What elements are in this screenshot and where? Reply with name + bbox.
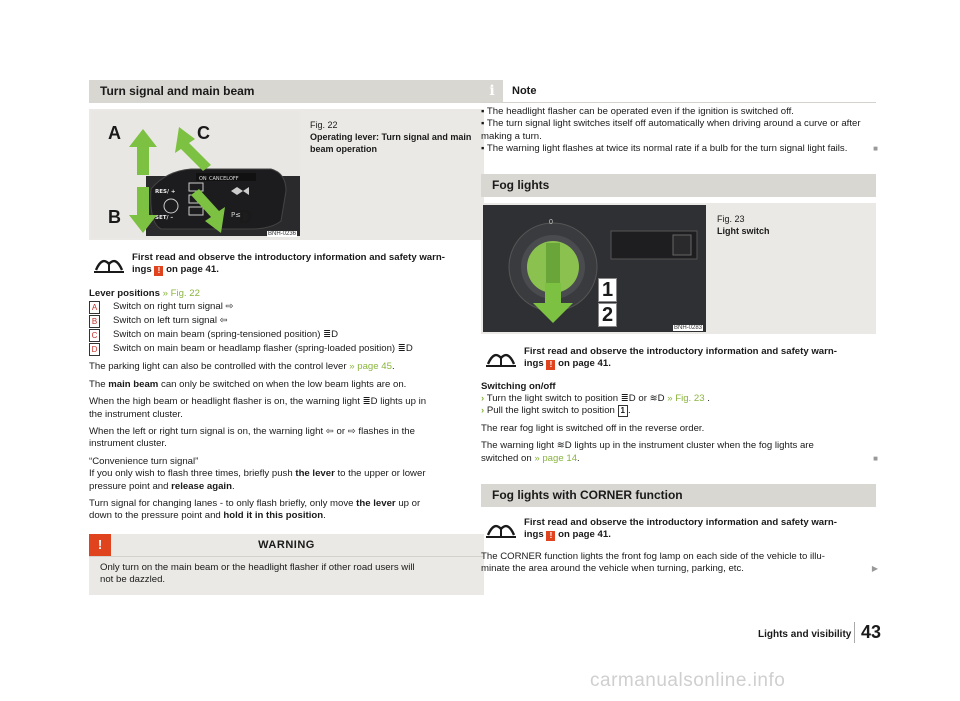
left-turn-icon: ⇦ xyxy=(325,426,334,438)
convenience-paragraph: “Convenience turn signal” If you only wish to flash three times, briefly push the lever to the upper or lower pressure point and release again. xyxy=(89,455,426,492)
corner-paragraph: The CORNER function lights the front fog lamp on each side of the vehicle to illu- minate the area around the vehicle when turning, parking, etc. ▶ xyxy=(481,551,878,575)
parking-light-paragraph: The parking light can also be controlled with the control lever » page 45. xyxy=(89,361,395,373)
book-icon xyxy=(486,346,516,368)
turn-signal-paragraph: When the left or right turn signal is on, the warning light ⇦ or ⇨ flashes in the instrument cluster. xyxy=(89,426,415,450)
read-first-line2: ings ! on page 41. xyxy=(132,264,219,275)
section-title-fog: Fog lights xyxy=(481,174,876,197)
figure-23-caption: Fig. 23 Light switch xyxy=(717,213,770,236)
figure-22-caption xyxy=(310,119,480,155)
left-turn-icon: ⇦ xyxy=(219,315,228,327)
switching-steps xyxy=(481,393,876,418)
right-turn-icon: ⇨ xyxy=(347,426,356,438)
figure-23-image xyxy=(483,205,706,332)
list-item: ▪ The headlight flasher can be operated even if the ignition is switched off. xyxy=(481,106,794,117)
key-b: B xyxy=(89,315,100,328)
warning-mark-icon: ! xyxy=(154,266,163,276)
low-beam-icon: ≣D xyxy=(620,393,636,405)
page-number: 43 xyxy=(854,622,881,643)
figure-22-box xyxy=(89,109,484,240)
main-beam-paragraph: The main beam can only be switched on when the low beam lights are on. xyxy=(89,378,407,390)
list-item: › Pull the light switch to position 1 . xyxy=(481,405,631,417)
list-item: ▪ The turn signal light switches itself off automatically when driving around a curve or after making a turn. xyxy=(481,118,861,142)
label-b: B xyxy=(108,207,121,227)
label-d: D xyxy=(239,207,252,227)
right-turn-icon: ⇨ xyxy=(225,301,234,313)
warning-icon: ! xyxy=(89,534,111,556)
end-mark-icon: ■ xyxy=(873,144,878,154)
figure-23-box xyxy=(481,203,876,334)
label-a: A xyxy=(108,123,121,143)
main-beam-icon: ≣D xyxy=(323,329,339,341)
read-first-line1: First read and observe the introductory information and safety warn- xyxy=(132,252,445,263)
switch-zero: 0 xyxy=(549,218,553,226)
lever-off-text: OFF xyxy=(229,176,239,182)
page14-link[interactable]: » page 14 xyxy=(534,452,578,464)
right-column xyxy=(481,80,876,576)
fig23-link[interactable]: » Fig. 23 xyxy=(667,393,705,405)
list-item: C Switch on main beam (spring-tensioned position) ≣D xyxy=(89,328,484,342)
list-item: B Switch on left turn signal ⇦ xyxy=(89,314,484,328)
continue-icon: ▶ xyxy=(871,564,878,574)
label-1: 1 xyxy=(598,278,617,302)
read-first-notice: First read and observe the introductory information and safety warn- ings ! on page 41. xyxy=(481,517,876,541)
high-beam-paragraph: When the high beam or headlight flasher is on, the warning light ≣D lights up in the instrument cluster. xyxy=(89,396,427,420)
read-first-notice xyxy=(89,252,484,276)
figure-number: Fig. 22 xyxy=(310,120,338,130)
page45-link[interactable]: » page 45 xyxy=(349,361,392,373)
list-item: ▪ The warning light flashes at twice its normal rate if a bulb for the turn signal light fails. ■ xyxy=(481,143,878,155)
fog-light-icon: ≋D xyxy=(556,440,572,452)
end-mark-icon: ■ xyxy=(873,453,878,463)
lever-positions-list xyxy=(89,300,484,356)
svg-text:P≤: P≤ xyxy=(231,211,242,219)
list-item: A Switch on right turn signal ⇨ xyxy=(89,300,484,314)
light-switch-illustration xyxy=(483,205,706,332)
fog-light-icon: ≋D xyxy=(649,393,665,405)
warning-mark-icon: ! xyxy=(546,531,555,541)
warning-box xyxy=(89,534,484,595)
fig22-link[interactable]: » Fig. 22 xyxy=(162,288,200,299)
list-item: D Switch on main beam or headlamp flasher (spring-loaded position) ≣D xyxy=(89,342,484,356)
lever-set-text: SET/ – xyxy=(155,215,174,221)
info-icon: i xyxy=(481,80,503,102)
list-item: › Turn the light switch to position ≣D or ≋D » Fig. 23 . xyxy=(481,393,710,405)
book-icon xyxy=(94,252,124,274)
watermark: carmanualsonline.info xyxy=(590,670,786,691)
figure-22-image xyxy=(91,111,300,238)
lever-positions-heading: Lever positions » Fig. 22 xyxy=(89,288,200,299)
lane-change-paragraph: Turn signal for changing lanes - to only flash briefly, only move the lever up or down to the pressure point and hold it in this position. xyxy=(89,498,421,522)
figure-code: BNH-0236 xyxy=(267,231,296,237)
lever-res-text: RES/ + xyxy=(155,189,176,195)
fog-warning-paragraph: The warning light ≋D lights up in the instrument cluster when the fog lights are switched on » page 14. ■ xyxy=(481,440,878,464)
lever-cancel-text: CANCEL xyxy=(209,176,230,182)
lever-on-text: ON xyxy=(199,176,207,182)
figure-code: BNH-0283 xyxy=(673,324,702,331)
note-header xyxy=(481,80,876,102)
section-title-turn-signal: Turn signal and main beam xyxy=(89,80,484,103)
label-2: 2 xyxy=(598,303,617,327)
section-title-corner: Fog lights with CORNER function xyxy=(481,484,876,507)
left-column xyxy=(89,80,484,595)
key-1: 1 xyxy=(618,405,628,417)
warning-title: WARNING xyxy=(89,534,484,557)
warning-mark-icon: ! xyxy=(546,360,555,370)
note-list xyxy=(481,102,876,156)
key-a: A xyxy=(89,301,100,314)
rear-fog-paragraph: The rear fog light is switched off in the reverse order. xyxy=(481,422,705,434)
label-c: C xyxy=(197,123,210,143)
main-beam-icon: ≣D xyxy=(362,396,378,408)
read-first-notice: First read and observe the introductory information and safety warn- ings ! on page 41. xyxy=(481,346,876,370)
key-d: D xyxy=(89,343,100,356)
figure-caption-text: Operating lever: Turn signal and main beam operation xyxy=(310,132,472,154)
warning-text: Only turn on the main beam or the headlight flasher if other road users will not be dazzled. xyxy=(100,561,415,586)
book-icon xyxy=(486,517,516,539)
main-beam-icon: ≣D xyxy=(397,343,413,355)
note-title: Note xyxy=(512,85,537,97)
switching-heading: Switching on/off xyxy=(481,380,556,392)
footer-section: Lights and visibility xyxy=(758,629,852,640)
key-c: C xyxy=(89,329,100,342)
